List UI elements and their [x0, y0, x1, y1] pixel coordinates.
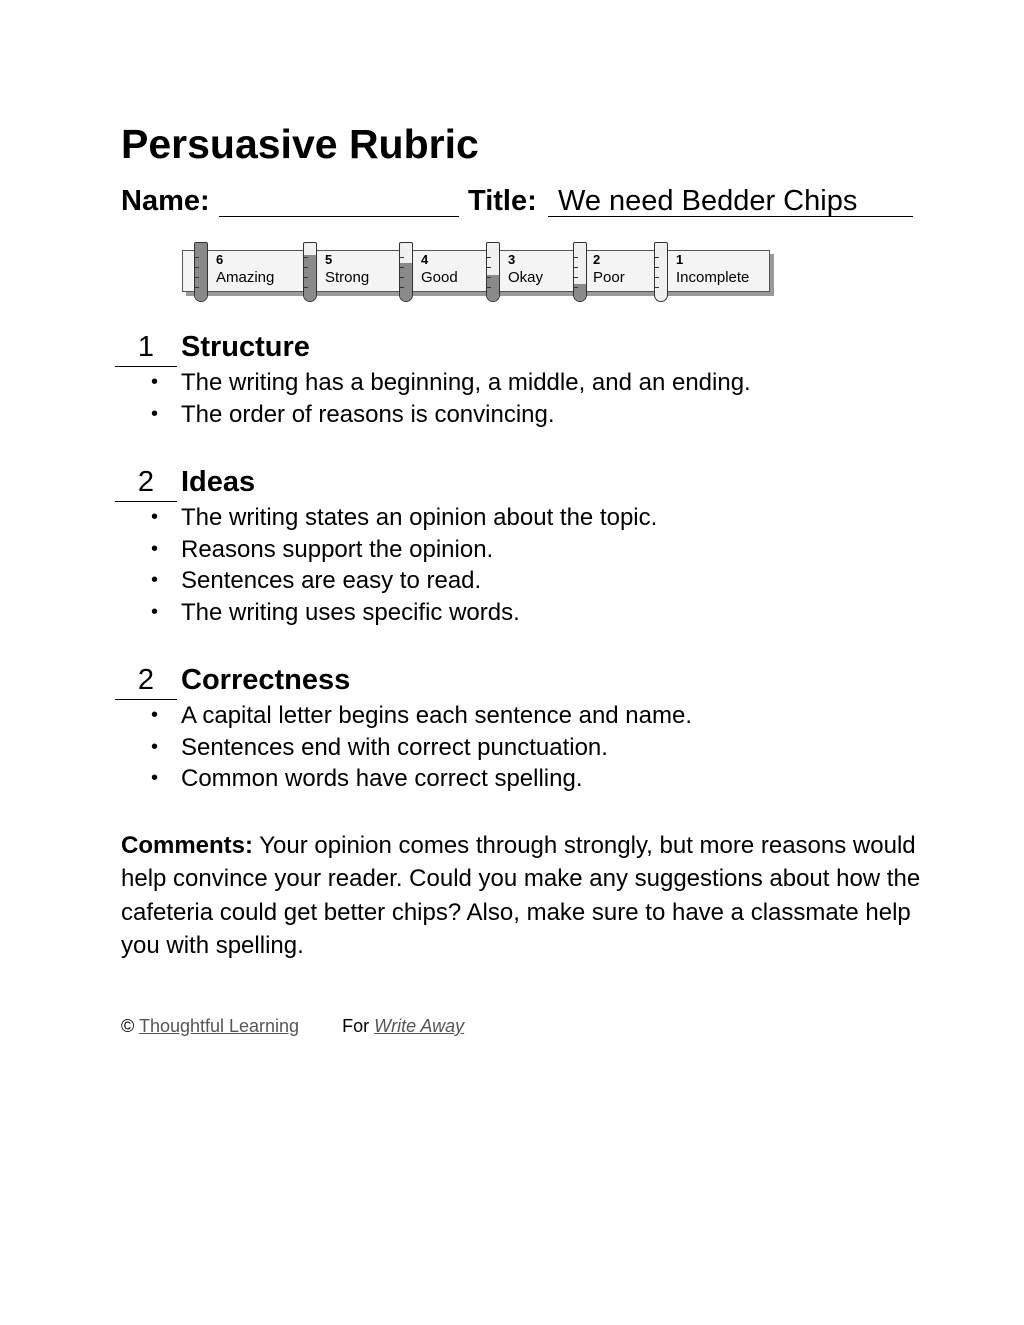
criteria-list	[151, 367, 751, 430]
list-item: • The writing has a beginning, a middle, and an ending.	[181, 367, 751, 399]
title-label: Title:	[468, 185, 537, 217]
bullet-icon: •	[151, 600, 159, 623]
thermometer-icon-4	[399, 242, 413, 302]
bullet-icon: •	[151, 704, 159, 726]
list-item: • Sentences end with correct punctuation.	[181, 732, 692, 764]
bullet-icon: •	[151, 402, 159, 425]
thermometer-icon-6	[194, 242, 208, 302]
publisher-link[interactable]: Thoughtful Learning	[138, 1016, 300, 1036]
section-ideas	[115, 466, 935, 636]
thermometer-icon-5	[303, 242, 317, 302]
section-correctness	[115, 664, 935, 804]
scale-number: 2	[593, 252, 601, 267]
list-item: • A capital letter begins each sentence and name.	[181, 700, 692, 732]
for-text: For	[342, 1016, 370, 1036]
list-item: • The writing states an opinion about the topic.	[181, 502, 657, 534]
name-label: Name:	[121, 185, 210, 217]
page-title: Persuasive Rubric	[121, 121, 479, 167]
scale-label: Amazing	[216, 269, 275, 286]
score-field[interactable]: 1	[115, 331, 177, 367]
list-item: • Reasons support the opinion.	[181, 534, 657, 566]
thermometer-icon-2	[573, 242, 587, 302]
section-structure	[115, 331, 935, 441]
section-heading: Ideas	[181, 466, 256, 498]
list-item: • Sentences are easy to read.	[181, 565, 657, 597]
comments-label: Comments:	[121, 832, 254, 859]
bullet-icon: •	[151, 569, 159, 591]
bullet-icon: •	[151, 735, 159, 758]
name-title-row	[121, 184, 921, 220]
criteria-list	[151, 700, 693, 795]
scale-label: Strong	[325, 269, 370, 286]
scale-label: Poor	[593, 269, 625, 286]
scale-label: Good	[421, 269, 458, 286]
scale-number: 6	[216, 252, 224, 267]
bullet-icon: •	[151, 371, 159, 393]
comments-text: Your opinion comes through strongly, but more reasons would help convince your reader. Could you make any suggestions about how the cafeteria could get better chips? Also, make sure to have a classmate help you with spelling.	[121, 832, 921, 959]
scale-number: 3	[508, 252, 516, 267]
rating-scale	[182, 242, 779, 306]
bullet-icon: •	[151, 767, 159, 789]
thermometer-icon-1	[654, 242, 668, 302]
bullet-icon: •	[151, 506, 159, 528]
scale-number: 4	[421, 252, 429, 267]
list-item: • The order of reasons is convincing.	[181, 399, 751, 431]
thermometer-icon-3	[486, 242, 500, 302]
scale-number: 1	[676, 252, 684, 267]
book-link[interactable]: Write Away	[374, 1016, 465, 1036]
section-heading: Structure	[181, 331, 310, 363]
footer	[121, 1015, 464, 1037]
list-item: • The writing uses specific words.	[181, 597, 657, 629]
section-heading: Correctness	[181, 664, 351, 696]
scale-label: Incomplete	[676, 269, 750, 286]
comments	[121, 829, 921, 962]
score-field[interactable]: 2	[115, 466, 177, 502]
copyright-symbol: ©	[121, 1016, 135, 1036]
criteria-list	[151, 502, 658, 628]
scale-label: Okay	[508, 269, 544, 286]
name-field[interactable]	[219, 184, 459, 217]
score-field[interactable]: 2	[115, 664, 177, 700]
bullet-icon: •	[151, 537, 159, 560]
title-field[interactable]: We need Bedder Chips	[548, 184, 913, 217]
scale-number: 5	[325, 252, 333, 267]
list-item: • Common words have correct spelling.	[181, 763, 692, 795]
